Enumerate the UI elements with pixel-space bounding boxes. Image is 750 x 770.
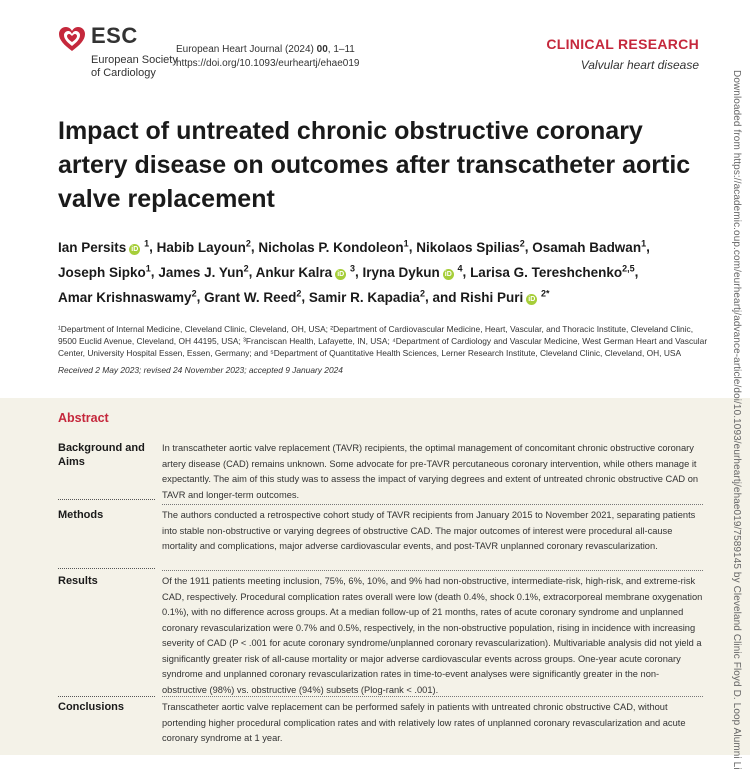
society-line-2: of Cardiology	[91, 67, 156, 79]
author-name[interactable]	[416, 240, 525, 255]
society-name	[91, 54, 178, 80]
heart-icon	[58, 26, 86, 52]
divider	[58, 568, 155, 569]
author-text: Nikolaos Spilias	[416, 239, 520, 255]
author-text: Rishi Puri	[460, 289, 524, 305]
author-name[interactable]	[58, 290, 197, 305]
author-name[interactable]	[362, 265, 462, 280]
author-text: Grant W. Reed	[204, 289, 297, 305]
affiliation-marker: 2	[191, 288, 197, 298]
affiliation-marker: 2*	[541, 288, 550, 298]
abstract-label: Conclusions	[58, 701, 125, 713]
society-line-1: European Society	[91, 54, 178, 66]
author-name[interactable]	[157, 240, 251, 255]
affiliation-marker: 1	[641, 238, 647, 248]
author-text: Samir R. Kapadia	[308, 289, 420, 305]
esc-wordmark: ESC	[91, 23, 138, 48]
orcid-icon[interactable]: iD	[444, 270, 452, 278]
affiliations: ¹Department of Internal Medicine, Cleveland Clinic, Cleveland, OH, USA; ²Department of Cardiovascular Medicine, Heart, Vascular, and Thoracic Institute, Cleveland Clinic, 9500 Euclid Avenue, Cleveland, OH 44195, USA; ³Franciscan Health, Lafayette, IN, USA; ⁴Department of Cardiology and Vascular Medicine, West German Heart and Vascular Center, University Hospital Essen, Essen, Germany; and ⁵Department of Quantitative Health Sciences, Lerner Research Institute, Cleveland Clinic, Cleveland, OH, USA	[58, 324, 708, 358]
author-name[interactable]	[470, 265, 635, 280]
affiliation-marker: 1	[144, 238, 150, 248]
author-text: James J. Yun	[158, 264, 244, 280]
author-text: Joseph Sipko	[58, 264, 146, 280]
orcid-icon[interactable]: iD	[337, 270, 345, 278]
author-text: Ian Persits	[58, 239, 127, 255]
author-list: Ian Persits iD $^1$, Habib Layoun$^2$, Nicholas P. Kondoleon$^1$, Nikolaos Spilias$^2$, Osamah Badwan$^1$, Joseph Sipko$^1$, James J. Yun$^2$, Ankur Kalra iD $^3$, Iryna Dykun iD $^4$, Larisa G. Tereshchenko$^{2,5}$, Amar Krishnaswamy$^2$, Grant W. Reed$^2$, Samir R. Kapadia$^2$, and Rishi Puri iD $^{2*}$	[58, 238, 650, 305]
journal-line	[176, 43, 359, 57]
author-name[interactable]	[58, 265, 151, 280]
abstract-text: Transcatheter aortic valve replacement can be performed safely in patients with untreated chronic obstructive CAD, without portending higher procedural complication rates and with relatively low rates of unplanned coronary revascularization and acute coronary syndrome at 1 year.	[162, 702, 686, 743]
abstract-text: Of the 1911 patients meeting inclusion, 75%, 6%, 10%, and 9% had non-obstructive, intermediate-risk, high-risk, and extreme-risk CAD, respectively. Procedural complication rates overall were low (death 0.4%, shock 0.1%, extracorporeal membrane oxygenation 0.1%), with no difference across groups. At a median follow-up of 21 months, rates of acute coronary syndrome and unplanned coronary revascularization were 0.7% and 0.5%, respectively, in the non-obstructive population, rising in incidence with increasing severity of CAD (P < .001 for acute coronary syndrome/unplanned coronary revascularization). Multivariable analysis did not yield a significantly greater risk of all-cause mortality or major adverse cardiovascular events across groups. One-year acute coronary syndrome and unplanned coronary revascularization rates in time-to-event analyses were significantly greater in the non-obstructive (98%) vs. obstructive (94%) subsets (Plog-rank < .001).	[162, 576, 703, 695]
orcid-icon[interactable]: iD	[528, 295, 536, 303]
journal-pages: , 1–11	[327, 44, 355, 55]
abstract-label: Background and Aims	[58, 442, 145, 468]
divider	[162, 570, 703, 571]
divider	[58, 696, 155, 697]
affiliation-marker: 2	[243, 263, 249, 273]
author-text: Amar Krishnaswamy	[58, 289, 192, 305]
journal-citation	[176, 43, 359, 71]
orcid-icon[interactable]: iD	[131, 245, 139, 253]
received-dates: Received 2 May 2023; revised 24 November 2023; accepted 9 January 2024	[58, 365, 343, 375]
article-subcategory: Valvular heart disease	[580, 58, 699, 72]
abstract-heading: Abstract	[58, 411, 109, 425]
affiliation-marker: 2	[419, 288, 425, 298]
divider	[162, 696, 703, 697]
doi-link[interactable]: https://doi.org/10.1093/eurheartj/ehae019	[176, 58, 360, 69]
author-text: Larisa G. Tereshchenko	[470, 264, 623, 280]
article-title: Impact of untreated chronic obstructive coronary artery disease on outcomes after transcatheter aortic valve replacement	[58, 117, 691, 213]
abstract-text: In transcatheter aortic valve replacement (TAVR) recipients, the optimal management of concomitant chronic obstructive coronary artery disease (CAD) remains unknown. Some advocate for pre-TAVR percutaneous coronary intervention, while others manage it expectantly. The aim of this study was to assess the impact of varying degrees and extent of untreated chronic obstructive CAD on TAVR and longer-term outcomes.	[162, 443, 699, 500]
journal-volume: 00	[316, 44, 328, 55]
abstract-label: Results	[58, 575, 98, 587]
affiliation-marker: 1	[403, 238, 409, 248]
journal-name: European Heart Journal (2024)	[176, 44, 314, 55]
abstract-text: The authors conducted a retrospective cohort study of TAVR recipients from January 2015 to November 2021, separating patients into stable non-obstructive or varying degrees of obstructive CAD. The major outcomes of interest were procedural all-cause mortality and complications, major adverse cardiovascular events, and post-TAVR unplanned coronary revascularization.	[162, 510, 696, 551]
author-text: Habib Layoun	[156, 239, 246, 255]
author-name[interactable]	[258, 240, 408, 255]
affiliation-marker: 4	[457, 263, 463, 273]
affiliation-marker: 2	[519, 238, 525, 248]
author-name[interactable]	[204, 290, 301, 305]
author-text: Iryna Dykun	[362, 264, 440, 280]
author-name[interactable]	[158, 265, 248, 280]
author-name[interactable]	[309, 290, 425, 305]
affiliation-marker: 1	[145, 263, 151, 273]
author-name[interactable]	[58, 240, 149, 255]
affiliation-marker: 2	[245, 238, 251, 248]
divider	[162, 504, 703, 505]
article-category: CLINICAL RESEARCH	[546, 36, 699, 52]
author-name[interactable]	[532, 240, 646, 255]
affiliation-marker: 2	[296, 288, 302, 298]
abstract-label: Methods	[58, 509, 104, 521]
author-text: Nicholas P. Kondoleon	[258, 239, 404, 255]
download-watermark: Downloaded from https://academic.oup.com/eurheartj/advance-article/doi/10.1093/eurheartj/ehae019/7589145 by Cleveland Clinic Floyd D. Loop Alumni Li	[731, 70, 742, 770]
author-text: Osamah Badwan	[532, 239, 642, 255]
affiliation-marker: 2,5	[622, 263, 635, 273]
divider	[58, 499, 155, 500]
author-text: Ankur Kalra	[255, 264, 333, 280]
affiliation-marker: 3	[349, 263, 355, 273]
author-name[interactable]	[256, 265, 355, 280]
author-name[interactable]: and Rishi Puri iD $^{2*}$	[432, 288, 550, 305]
